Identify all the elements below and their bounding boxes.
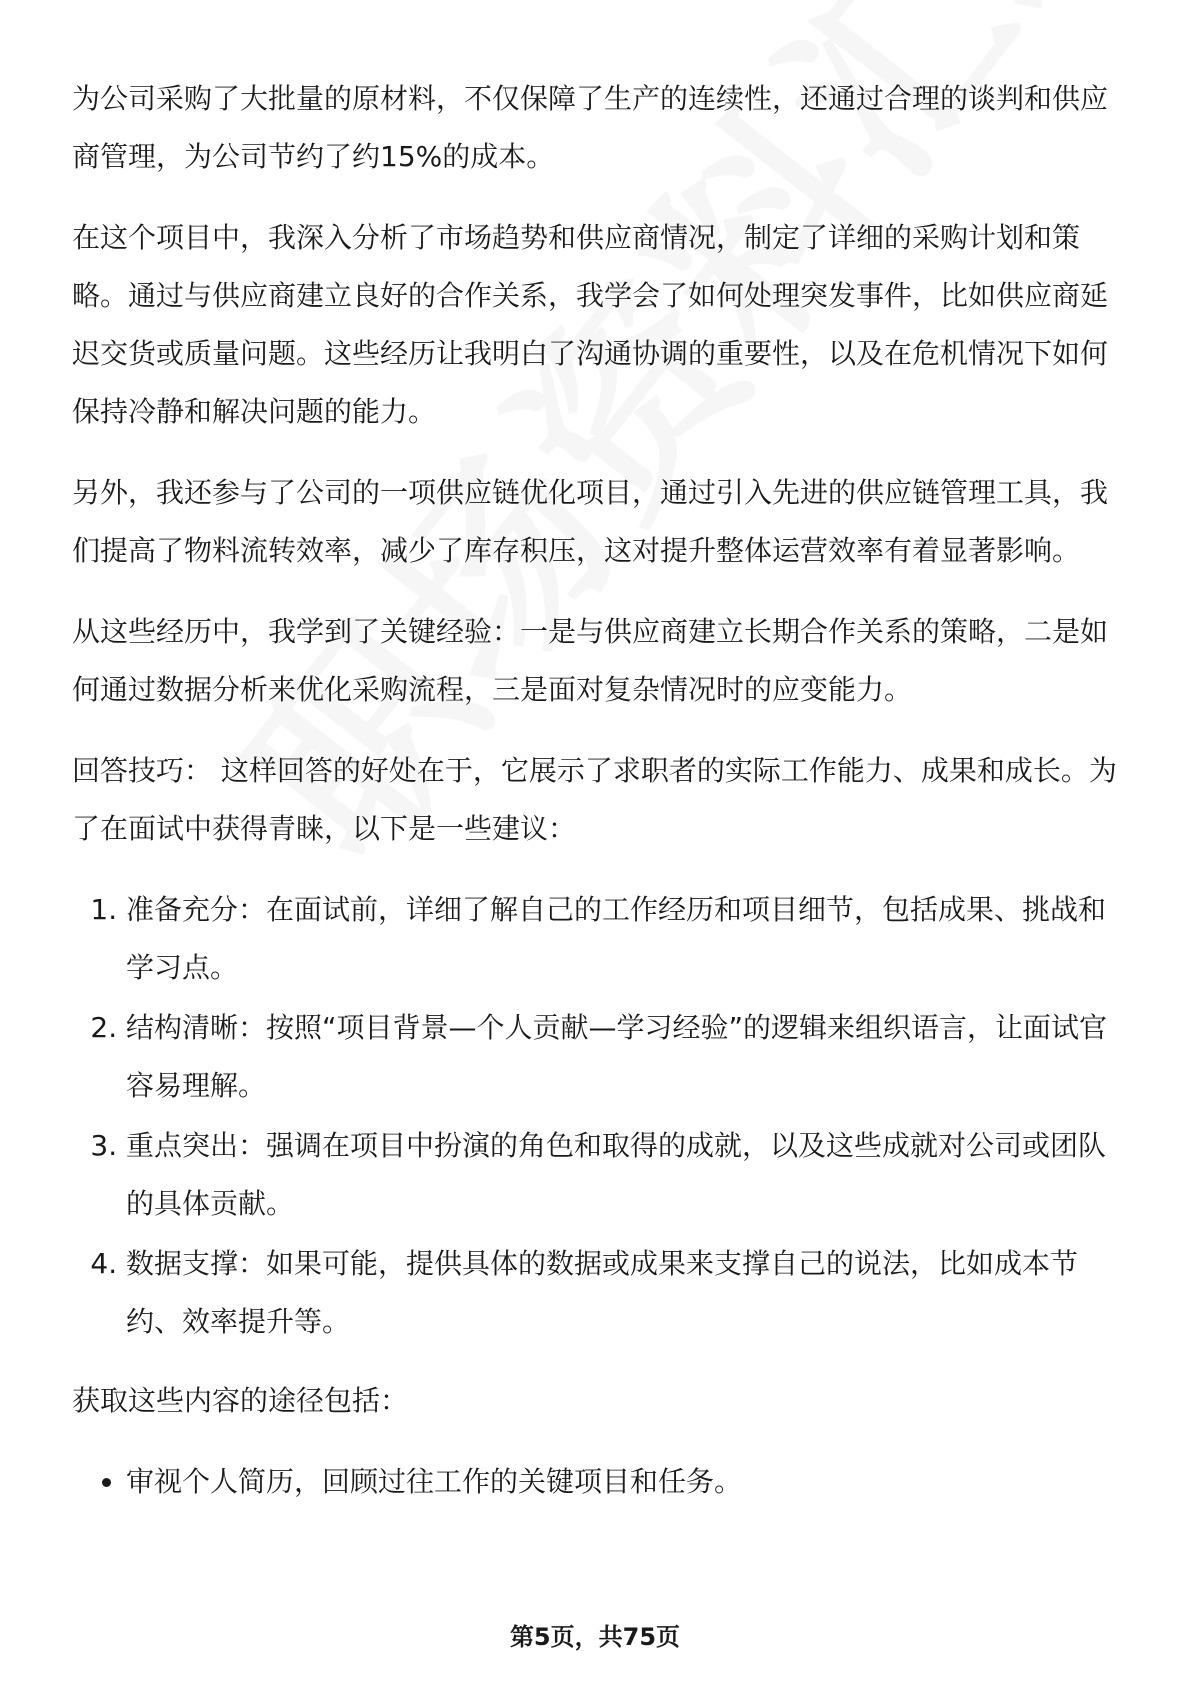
tips-list [72,881,1122,1351]
list-item: 1. 准备充分：在面试前，详细了解自己的工作经历和项目细节，包括成果、挑战和学习点。 [126,881,1122,997]
paragraph-key-lessons: 从这些经历中，我学到了关键经验：一是与供应商建立长期合作关系的策略，二是如何通过数据分析来优化采购流程，三是面对复杂情况时的应变能力。 [72,615,1109,706]
page-number: 第5页，共75页 [509,1623,681,1651]
paragraph-cost-saving: 为公司采购了大批量的原材料，不仅保障了生产的连续性，还通过合理的谈判和供应商管理，为公司节约了约15%的成本。 [72,82,1109,173]
list-item: 2. 结构清晰：按照“项目背景—个人贡献—学习经验”的逻辑来组织语言，让面试官容易理解。 [126,999,1122,1115]
paragraph-sources-intro: 获取这些内容的途径包括： [72,1384,409,1417]
sources-list [72,1453,1122,1511]
list-item: 3. 重点突出：强调在项目中扮演的角色和取得的成就，以及这些成就对公司或团队的具体贡献。 [126,1117,1122,1233]
paragraph-answer-tips: 回答技巧： 这样回答的好处在于，它展示了求职者的实际工作能力、成果和成长。为了在面试中获得青睐，以下是一些建议： [72,754,1117,845]
document-body [72,70,1122,1511]
list-item: 4. 数据支撑：如果可能，提供具体的数据或成果来支撑自己的说法，比如成本节约、效率提升等。 [126,1235,1122,1351]
list-item: • 审视个人简历，回顾过往工作的关键项目和任务。 [126,1453,1122,1511]
paragraph-project-analysis: 在这个项目中，我深入分析了市场趋势和供应商情况，制定了详细的采购计划和策略。通过与供应商建立良好的合作关系，我学会了如何处理突发事件，比如供应商延迟交货或质量问题。这些经历让我明白了沟通协调的重要性，以及在危机情况下如何保持冷静和解决问题的能力。 [72,221,1109,428]
paragraph-supply-chain: 另外，我还参与了公司的一项供应链优化项目，通过引入先进的供应链管理工具，我们提高了物料流转效率，减少了库存积压，这对提升整体运营效率有着显著影响。 [72,476,1109,567]
